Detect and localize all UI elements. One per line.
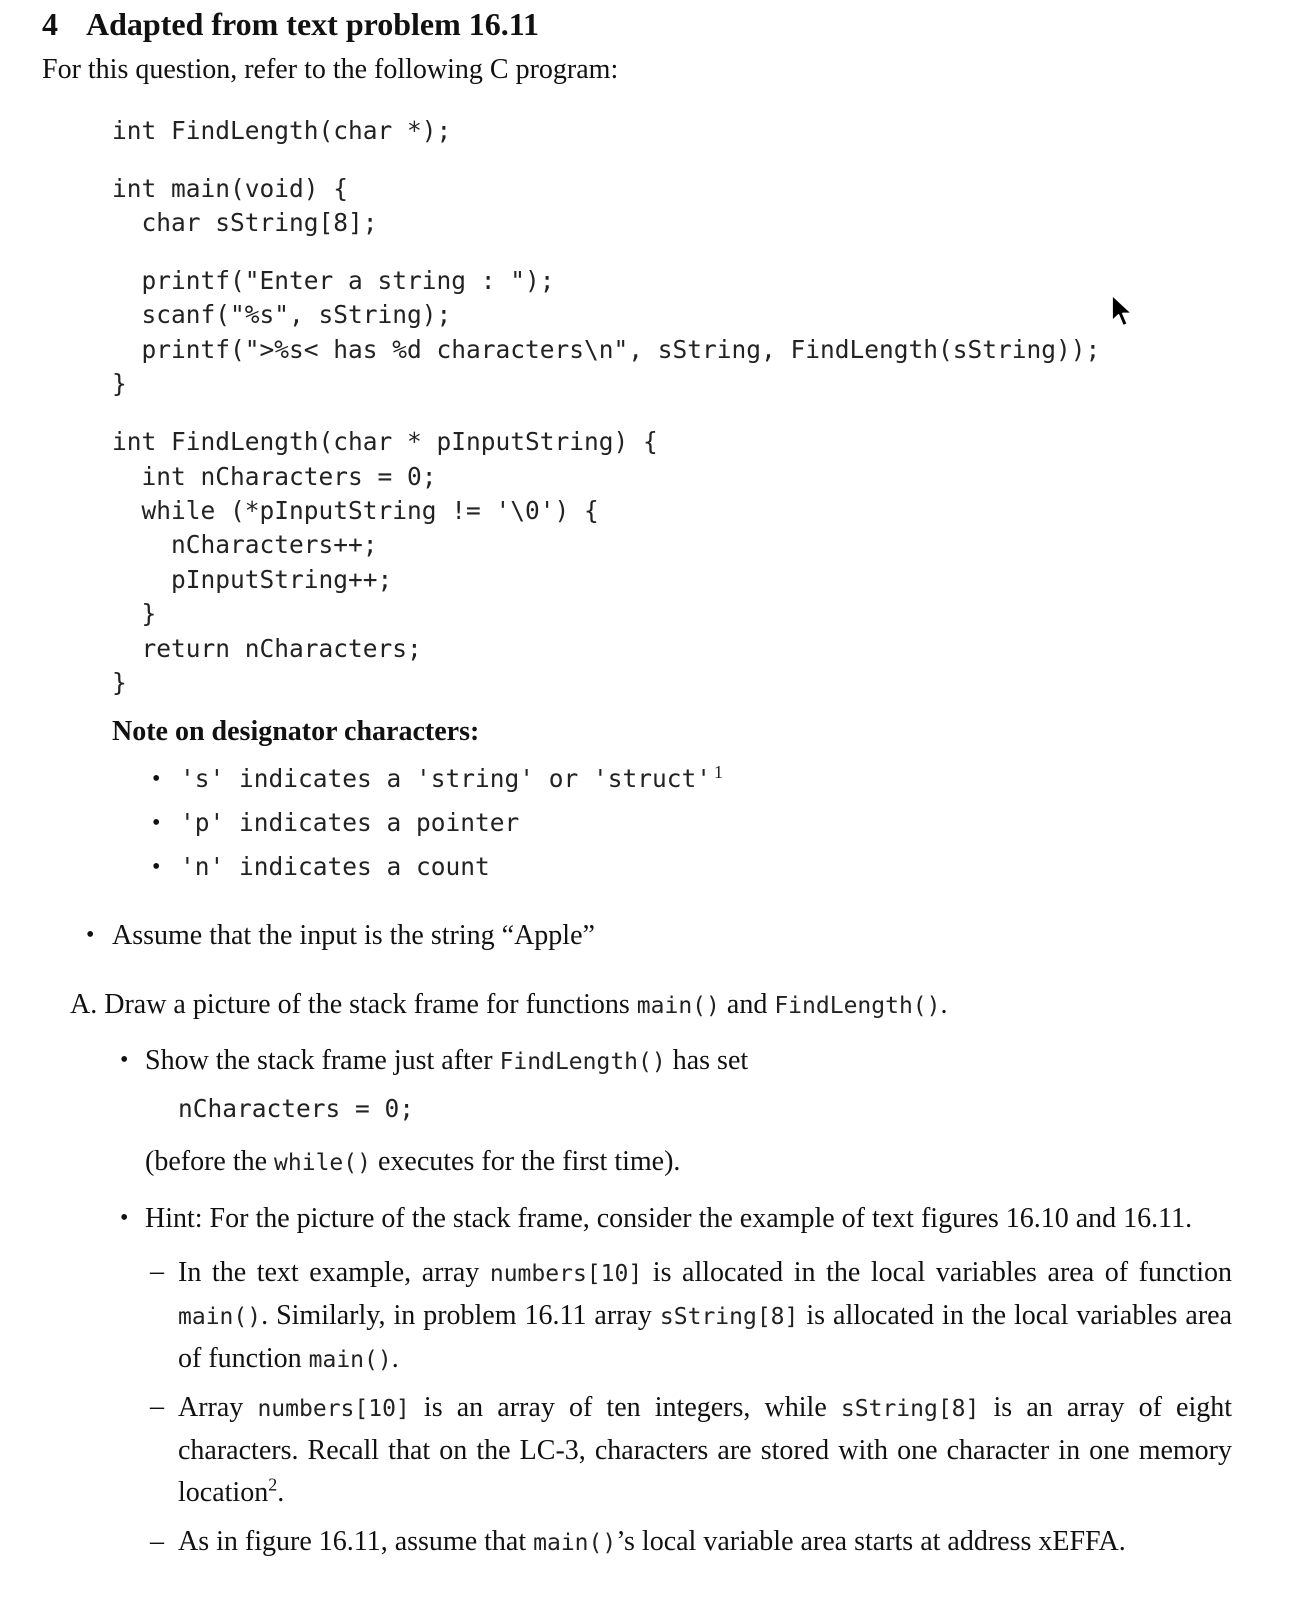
- section-title: Adapted from text problem 16.11: [86, 6, 540, 42]
- dash-marker: –: [150, 1391, 164, 1422]
- show-text: (before the: [145, 1146, 275, 1177]
- code-line: printf("Enter a string : ");: [112, 266, 555, 295]
- inline-code: while(): [274, 1150, 371, 1176]
- show-text: Show the stack frame just after: [145, 1045, 500, 1076]
- subitem-text: .: [391, 1343, 399, 1374]
- mouse-cursor-icon: [1110, 293, 1136, 329]
- inline-code: sString[8]: [840, 1396, 980, 1422]
- note-title: Note on designator characters:: [112, 716, 480, 747]
- inline-code: main(): [308, 1347, 392, 1373]
- subitem-3: [178, 1526, 1126, 1558]
- subitem-text: is an array of ten integers, while: [409, 1392, 841, 1423]
- note-item: 'n' indicates a count: [180, 852, 490, 881]
- part-a-text: .: [940, 989, 948, 1020]
- subitem-1: [178, 1252, 1232, 1381]
- part-a-letter: A.: [70, 989, 98, 1020]
- subitem-text: . Similarly, in problem 16.11 array: [261, 1300, 660, 1331]
- subitem-text: is allocated in the local variables area of function: [178, 1300, 1233, 1374]
- code-line: int FindLength(char *);: [112, 116, 452, 145]
- part-a-text: Draw a picture of the stack frame for functions: [104, 989, 637, 1020]
- inline-code: main(): [636, 993, 720, 1019]
- inline-code: FindLength(): [774, 993, 941, 1019]
- intro-text: For this question, refer to the following C program:: [42, 54, 619, 85]
- inline-code: FindLength(): [499, 1049, 666, 1075]
- show-text: executes for the first time).: [370, 1146, 681, 1177]
- subitem-text: .: [277, 1477, 285, 1508]
- bullet-dot-icon: •: [152, 810, 161, 836]
- show-bullet-text: [145, 1045, 748, 1077]
- inline-code: main(): [178, 1304, 262, 1330]
- code-line: return nCharacters;: [112, 634, 422, 663]
- subitem-text: As in figure 16.11, assume that: [178, 1526, 534, 1557]
- note-item: [180, 761, 724, 793]
- subitem-text: is allocated in the local variables area of function: [642, 1257, 1232, 1288]
- dash-marker: –: [150, 1526, 164, 1557]
- code-line: scanf("%s", sString);: [112, 300, 452, 329]
- subitem-text: In the text example, array: [178, 1257, 490, 1288]
- assumption-text: Assume that the input is the string “Apple”: [112, 920, 595, 951]
- note-item: 'p' indicates a pointer: [180, 808, 520, 837]
- code-line: printf(">%s< has %d characters\n", sString, FindLength(sString));: [112, 335, 1101, 364]
- code-line: nCharacters++;: [112, 530, 378, 559]
- code-line: char sString[8];: [112, 208, 378, 237]
- bullet-dot-icon: •: [120, 1205, 129, 1231]
- code-line: }: [112, 369, 127, 398]
- code-line: int FindLength(char * pInputString) {: [112, 427, 658, 456]
- footnote-marker: 2: [268, 1474, 278, 1495]
- section-heading: [42, 6, 539, 43]
- note-item-text: 's' indicates a 'string' or 'struct': [180, 764, 712, 793]
- code-line: }: [112, 599, 157, 628]
- inline-code: numbers[10]: [257, 1396, 410, 1422]
- bullet-dot-icon: •: [152, 766, 161, 792]
- bullet-dot-icon: •: [120, 1047, 129, 1073]
- code-line: int main(void) {: [112, 174, 349, 203]
- code-line: pInputString++;: [112, 565, 393, 594]
- section-number: 4: [42, 6, 58, 42]
- inline-code: numbers[10]: [489, 1261, 643, 1287]
- subitem-2: [178, 1387, 1232, 1514]
- subitem-text: ’s local variable area starts at address xEFFA.: [616, 1526, 1126, 1557]
- part-a-text: and: [719, 989, 775, 1020]
- bullet-dot-icon: •: [86, 922, 95, 948]
- code-line: while (*pInputString != '\0') {: [112, 496, 599, 525]
- before-while-text: [145, 1146, 680, 1178]
- bullet-dot-icon: •: [152, 854, 161, 880]
- subitem-text: is an array of eight characters. Recall that on the LC-3, characters are stored with one character in one memory location: [178, 1392, 1233, 1508]
- subitem-text: Array: [178, 1392, 258, 1423]
- footnote-marker: 1: [714, 761, 724, 782]
- code-snippet: nCharacters = 0;: [178, 1094, 415, 1123]
- inline-code: main(): [533, 1530, 617, 1556]
- hint-text: Hint: For the picture of the stack frame, consider the example of text figures 16.10 and 16.11.: [145, 1203, 1193, 1234]
- show-text: has set: [665, 1045, 749, 1076]
- code-line: }: [112, 668, 127, 697]
- inline-code: sString[8]: [659, 1304, 799, 1330]
- part-a: [70, 989, 948, 1021]
- dash-marker: –: [150, 1256, 164, 1287]
- code-line: int nCharacters = 0;: [112, 462, 437, 491]
